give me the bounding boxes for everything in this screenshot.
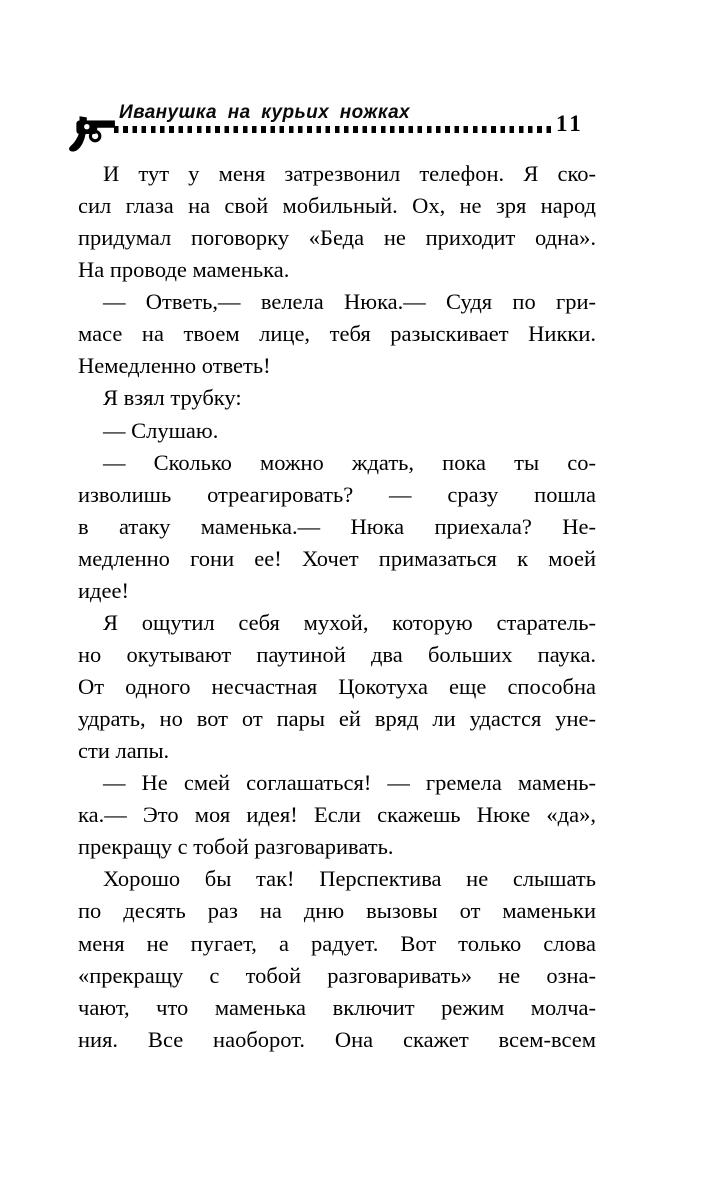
text-line: — Ответь,— велела Нюка.— Судя по гри- (103, 289, 596, 315)
text-line: — Сколько можно ждать, пока ты со- (103, 449, 596, 475)
text-line: На проводе маменька. (78, 257, 290, 283)
dotted-separator (114, 126, 554, 133)
text-line: медленно гони ее! Хочет примазаться к моей (78, 545, 596, 571)
text-line: ния. Все наоборот. Она скажет всем-всем (78, 1026, 596, 1052)
text-line: в атаку маменька.— Нюка приехала? Не- (78, 513, 596, 539)
page-body (78, 158, 596, 1056)
text-line: — Слушаю. (103, 417, 219, 443)
running-title: Иванушка на курьих ножках (119, 102, 411, 123)
text-line: меня не пугает, а радует. Вот только слова (78, 930, 596, 956)
text-line: прекращу с тобой разговаривать. (78, 834, 394, 860)
paragraph (78, 607, 596, 767)
paragraph (78, 863, 596, 1055)
text-line: Я взял трубку: (103, 385, 242, 411)
text-line: ка.— Это моя идея! Если скажешь Нюке «да», (78, 802, 596, 828)
paragraph (78, 767, 596, 863)
revolver-icon (67, 115, 117, 153)
page-number: 11 (556, 111, 584, 136)
text-line: сил глаза на свой мобильный. Ох, не зря народ (78, 193, 596, 219)
text-line: «прекращу с тобой разговаривать» не озна- (78, 962, 596, 988)
text-line: И тут у меня затрезвонил телефон. Я ско- (103, 161, 596, 186)
paragraph (78, 158, 596, 286)
text-line: сти лапы. (78, 738, 170, 764)
text-line: Я ощутил себя мухой, которую старатель- (103, 609, 596, 635)
text-line: удрать, но вот от пары ей вряд ли удастся уне- (78, 706, 596, 732)
text-line: Хорошо бы так! Перспектива не слышать (103, 866, 596, 892)
text-line: изволишь отреагировать? — сразу пошла (78, 481, 596, 507)
text-line: идее! (78, 577, 129, 603)
text-line: — Не смей соглашаться! — гремела мамень- (103, 770, 596, 796)
paragraph (78, 415, 596, 447)
text-line: по десять раз на дню вызовы от маменьки (78, 898, 596, 924)
paragraph (78, 286, 596, 382)
paragraph (78, 382, 596, 414)
text-line: придумал поговорку «Беда не приходит одна». (78, 225, 596, 251)
text-line: но окутывают паутиной два больших паука. (78, 641, 596, 667)
text-line: От одного несчастная Цокотуха еще способна (78, 674, 596, 699)
paragraph (78, 447, 596, 607)
text-line: масе на твоем лице, тебя разыскивает Никки. (78, 321, 596, 347)
text-line: чают, что маменька включит режим молча- (78, 994, 596, 1020)
text-line: Немедленно ответь! (78, 353, 271, 379)
